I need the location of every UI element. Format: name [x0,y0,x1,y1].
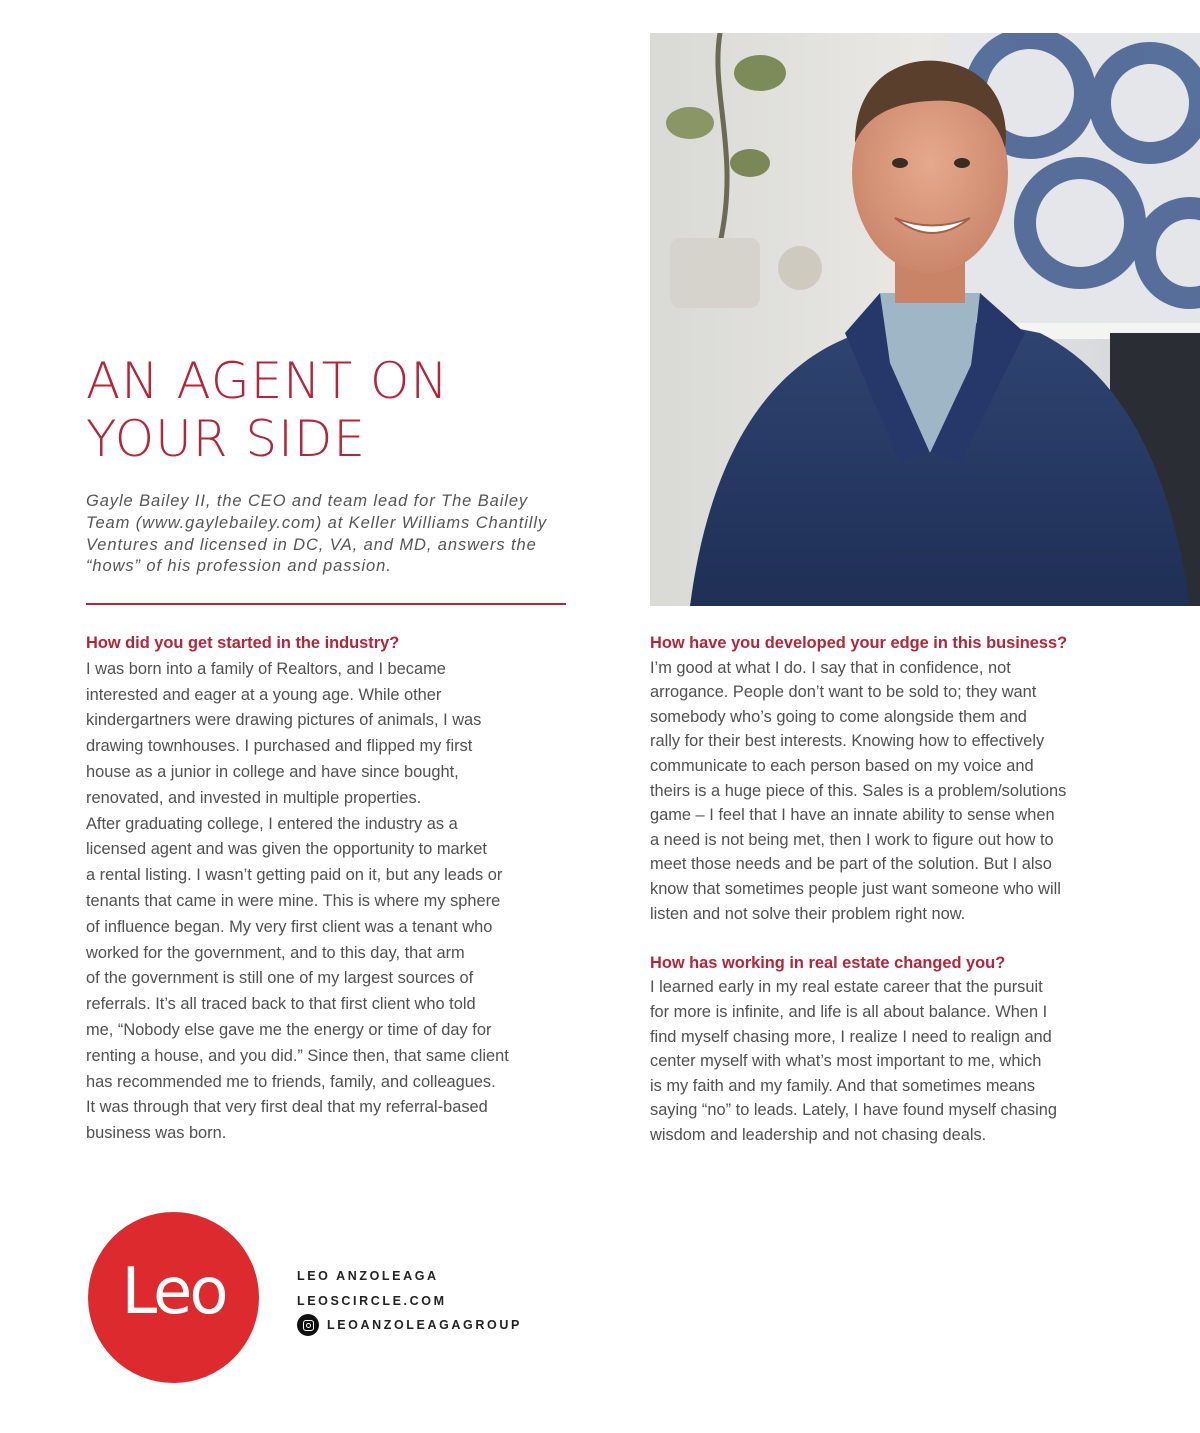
answer-text [650,975,1140,1147]
answer-line: theirs is a huge piece of this. Sales is a problem/solutions [650,781,1067,800]
answer-line: renovated, and invested in multiple properties. [86,788,422,807]
answer-line: house as a junior in college and have since bought, [86,762,459,781]
answer-line: game – I feel that I have an innate ability to sense when [650,806,1055,825]
answer-line: is my faith and my family. And that sometimes means [650,1076,1036,1095]
headline-divider [86,603,566,605]
answer-line: tenants that came in were mine. This is where my sphere [86,891,501,910]
intro-line: Team (www.gaylebailey.com) at Keller Williams Chantilly [86,513,548,532]
intro-line: Gayle Bailey II, the CEO and team lead for The Bailey [86,492,529,510]
contact-instagram[interactable] [297,1313,522,1338]
answer-line: After graduating college, I entered the industry as a [86,814,458,833]
logo-text: Leo [121,1255,226,1329]
contact-info [297,1264,522,1338]
answer-line: drawing townhouses. I purchased and flipped my first [86,737,473,756]
answer-line: I was born into a family of Realtors, and I became [86,659,446,678]
answer-line: business was born. [86,1124,227,1143]
answer-line: arrogance. People don’t want to be sold to; they want [650,683,1037,702]
answer-line: of influence began. My very first client was a tenant who [86,917,493,936]
answer-line: meet those needs and be part of the solution. But I also [650,855,1052,874]
answer-text [86,657,576,1147]
answer-line: kindergartners were drawing pictures of animals, I was [86,711,482,730]
instagram-handle[interactable]: LEOANZOLEAGAGROUP [327,1318,522,1333]
answer-line: renting a house, and you did.” Since then, that same client [86,1046,509,1065]
leo-logo [88,1212,259,1383]
contact-website[interactable]: LEOSCIRCLE.COM [297,1293,447,1308]
answer-text [650,656,1140,927]
portrait-illustration [650,33,1200,606]
right-column [650,631,1140,1147]
headline-line: YOUR SIDE [86,410,366,468]
answer-line: referrals. It’s all traced back to that first client who told [86,995,476,1014]
section-gap [650,926,1140,951]
answer-line: wisdom and leadership and not chasing deals. [650,1125,987,1144]
answer-line: somebody who’s going to come alongside them and [650,707,1027,726]
answer-line: I learned early in my real estate career that the pursuit [650,978,1043,997]
portrait-photo [650,33,1200,606]
headline-line: AN AGENT ON [86,352,449,410]
answer-line: of the government is still one of my largest sources of [86,969,474,988]
answer-line: me, “Nobody else gave me the energy or time of day for [86,1020,492,1039]
left-column [86,631,576,1147]
answer-line: interested and eager at a young age. While other [86,685,442,704]
answer-line: saying “no” to leads. Lately, I have found myself chasing [650,1101,1057,1120]
intro-line: Ventures and licensed in DC, VA, and MD, answers the [86,535,537,554]
question-heading: How have you developed your edge in this business? [650,634,1068,652]
instagram-icon [297,1314,319,1336]
answer-line: find myself chasing more, I realize I need to realign and [650,1027,1052,1046]
intro-line: “hows” of his profession and passion. [86,557,392,576]
answer-line: has recommended me to friends, family, and colleagues. [86,1072,496,1091]
answer-line: listen and not solve their problem right now. [650,904,966,923]
answer-line: a rental listing. I wasn’t getting paid on it, but any leads or [86,866,503,885]
question-heading: How has working in real estate changed you? [650,953,1006,972]
answer-line: worked for the government, and to this day, that arm [86,943,465,962]
answer-line: center myself with what’s most important to me, which [650,1052,1042,1071]
answer-line: It was through that very first deal that my referral-based [86,1098,488,1117]
answer-line: licensed agent and was given the opportunity to market [86,840,487,859]
question-heading: How did you get started in the industry? [86,634,400,652]
answer-line: communicate to each person based on my voice and [650,756,1034,775]
answer-line: I’m good at what I do. I say that in confidence, not [650,658,1011,677]
headline [86,352,449,468]
answer-line: know that sometimes people just want someone who will [650,879,1061,898]
answer-line: for more is infinite, and life is all about balance. When I [650,1002,1048,1021]
answer-line: a need is not being met, then I work to figure out how to [650,830,1054,849]
contact-name: LEO ANZOLEAGA [297,1269,439,1284]
intro-text [86,491,586,578]
answer-line: rally for their best interests. Knowing how to effectively [650,732,1045,751]
